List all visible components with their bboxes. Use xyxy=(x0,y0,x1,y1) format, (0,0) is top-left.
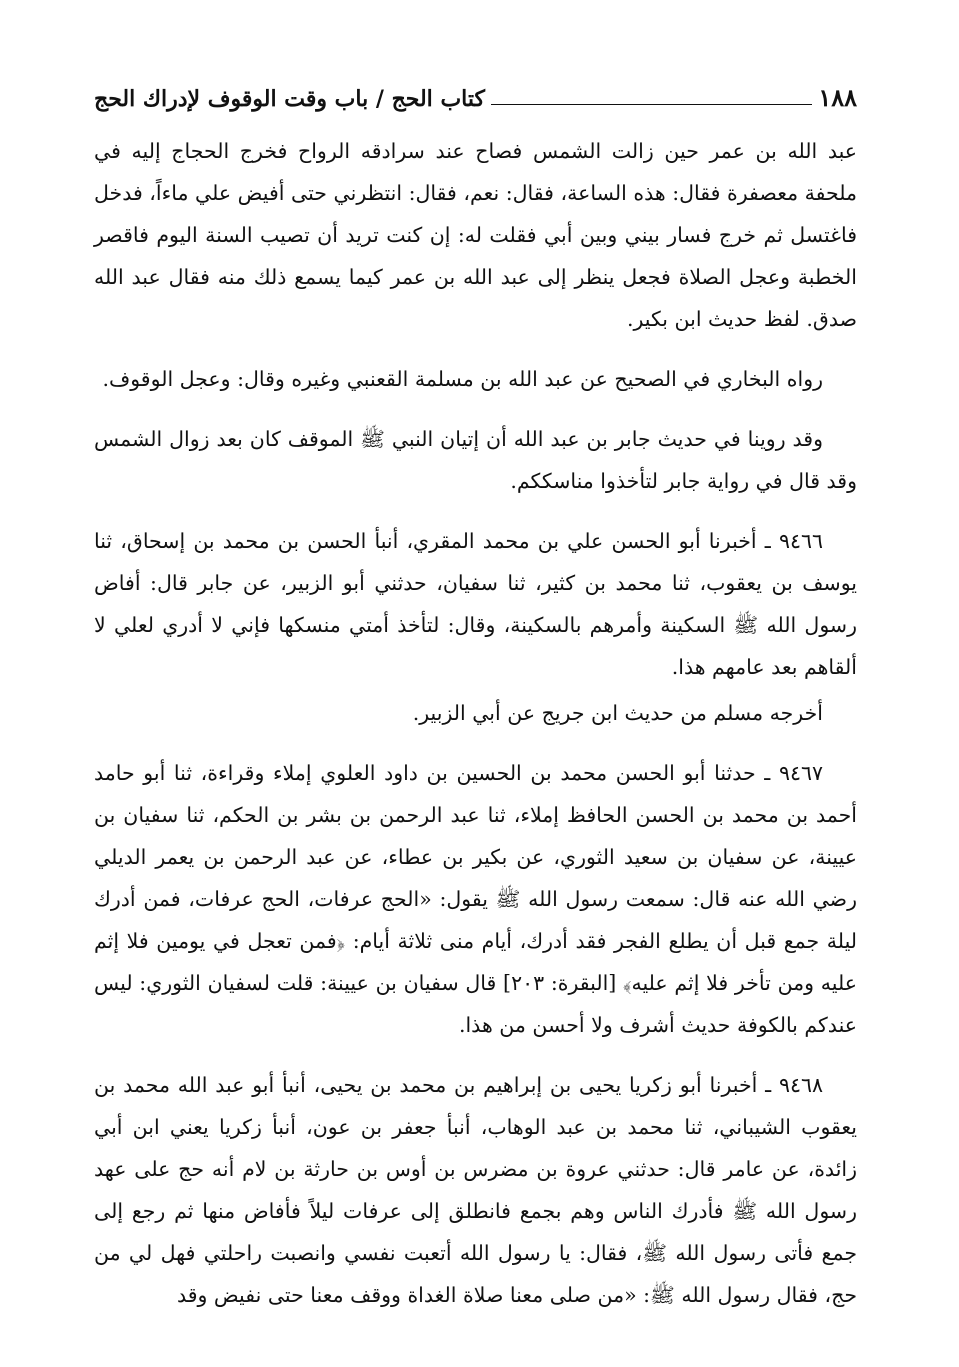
paragraph-muslim-note: أخرجه مسلم من حديث ابن جريج عن أبي الزبير. xyxy=(412,701,823,725)
body-text xyxy=(94,130,857,1316)
hadith-9467: ٩٤٦٧ ـ حدثنا أبو الحسن محمد بن الحسين بن داود العلوي إملاء وقراءة، ثنا أبو حامد أحمد بن محمد بن الحسن الحافظ إملاء، ثنا عبد الرحمن بن بشر بن الحكم، ثنا سفيان بن عيينة، عن سفيان بن سعيد الثوري، عن بكير بن عطاء، عن عبد الرحمن بن يعمر الديلي رضي الله عنه قال: سمعت رسول الله ﷺ يقول: «الحج عرفات، الحج عرفات، فمن أدرك ليلة جمع قبل أن يطلع الفجر فقد أدرك، أيام منى ثلاثة أيام: ﴿فمن تعجل في يومين فلا إثم عليه ومن تأخر فلا إثم عليه﴾ [البقرة: ٢٠٣] قال سفيان بن عيينة: قلت لسفيان الثوري: ليس عندكم بالكوفة حديث أشرف ولا أحسن من هذا. xyxy=(94,761,857,1037)
running-title: كتاب الحج / باب وقت الوقوف لإدراك الحج xyxy=(94,86,485,112)
hadith-9468: ٩٤٦٨ ـ أخبرنا أبو زكريا يحيى بن إبراهيم بن محمد بن يحيى، أنبأ أبو عبد الله محمد بن يعقوب الشيباني، ثنا محمد بن عبد الوهاب، أنبأ جعفر بن عون، أنبأ زكريا يعني ابن أبي زائدة، عن عامر قال: حدثني عروة بن مضرس بن أوس بن حارثة بن لام أنه حج على عهد رسول الله ﷺ فأدرك الناس وهم بجمع فانطلق إلى عرفات ليلاً فأفاض منها ثم رجع إلى جمع فأتى رسول الله ﷺ، فقال: يا رسول الله أتعبت نفسي وانصبت راحلتي فهل لي من حج، فقال رسول الله ﷺ: «من صلى معنا صلاة الغداة ووقف معنا حتى نفيض وقد xyxy=(94,1073,857,1307)
paragraph-bukhari-note: رواه البخاري في الصحيح عن عبد الله بن مسلمة القعنبي وغيره وقال: وعجل الوقوف. xyxy=(102,367,823,391)
header-rule xyxy=(491,104,812,105)
hadith-9466: ٩٤٦٦ ـ أخبرنا أبو الحسن علي بن محمد المقري، أنبأ الحسن بن محمد بن إسحاق، ثنا يوسف بن يعقوب، ثنا محمد بن كثير، ثنا سفيان، حدثني أبو الزبير، عن جابر قال: أفاض رسول الله ﷺ السكينة وأمرهم بالسكينة، وقال: لتأخذ أمتي منسكها فإني لا أدري لعلي لا ألقاهم بعد عامهم هذا. xyxy=(94,529,857,679)
paragraph-jabir-note: وقد روينا في حديث جابر بن عبد الله أن إتيان النبي ﷺ الموقف كان بعد زوال الشمس وقد قال في رواية جابر لتأخذوا مناسككم. xyxy=(94,427,857,493)
paragraph-continuation: عبد الله بن عمر حين زالت الشمس فصاح عند سرادقه الرواح فخرج الحجاج إليه في ملحفة معصفرة فقال: هذه الساعة، فقال: نعم، فقال: انتظرني حتى أفيض علي ماءاً، فدخل فاغتسل ثم خرج فسار بيني وبين أبي فقلت له: إن كنت تريد أن تصيب السنة اليوم فاقصر الخطبة وعجل الصلاة فجعل ينظر إلى عبد الله بن عمر كيما يسمع ذلك منه فقال عبد الله صدق. لفظ حديث ابن بكير. xyxy=(94,139,857,331)
page-header xyxy=(94,78,857,112)
page-number: ١٨٨ xyxy=(818,83,857,112)
